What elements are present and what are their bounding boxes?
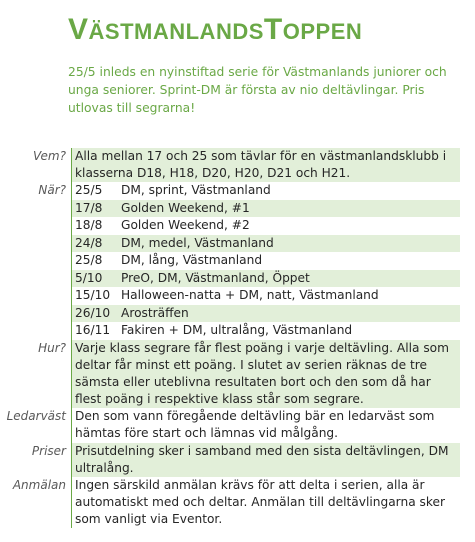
value-vem: Alla mellan 17 och 25 som tävlar för en västmanlandsklubb i klasserna D18, H18, D20, H20, D21 och H21.	[72, 148, 461, 182]
row-priser	[0, 443, 460, 478]
row-nar-5	[0, 270, 460, 288]
label-empty	[0, 305, 72, 323]
row-hur	[0, 340, 460, 409]
label-vem: Vem?	[33, 149, 66, 163]
event-name: Halloween-natta + DM, natt, Västmanland	[121, 288, 379, 302]
event-row	[72, 270, 461, 288]
event-name: Fakiren + DM, ultralång, Västmanland	[121, 323, 353, 337]
event-date: 24/8	[75, 236, 103, 250]
label-empty	[0, 322, 72, 340]
label-hur: Hur?	[0, 340, 72, 409]
event-date: 25/8	[75, 253, 103, 267]
event-date: 5/10	[75, 271, 103, 285]
label-anmalan: Anmälan	[12, 478, 66, 492]
title-letter-v: V	[68, 13, 89, 46]
page-title	[68, 13, 362, 47]
event-row	[72, 182, 461, 200]
label-ledarvast: Ledarväst	[6, 409, 66, 423]
label-priser: Priser	[0, 443, 72, 478]
label-empty	[0, 252, 72, 270]
event-row	[72, 200, 461, 218]
event-row	[72, 235, 461, 253]
event-row	[72, 217, 461, 235]
row-vem	[0, 148, 460, 182]
event-row	[72, 322, 461, 340]
event-date: 17/8	[75, 201, 103, 215]
event-row	[72, 287, 461, 305]
value-priser: Prisutdelning sker i samband med den sista deltävlingen, DM ultralång.	[72, 443, 461, 478]
event-name: PreO, DM, Västmanland, Öppet	[121, 271, 310, 285]
value-anmalan: Ingen särskild anmälan krävs för att delta i serien, alla är automatiskt med och deltar. Anmälan till deltävlingarna sker som vanligt via Eventor.	[72, 477, 461, 528]
title-part-1: ÄSTMANLANDS	[88, 19, 264, 44]
info-table	[0, 148, 460, 528]
value-ledarvast: Den som vann föregående deltävling bär en ledarväst som hämtas före start och lämnas vid målgång.	[72, 408, 461, 443]
event-name: Arosträffen	[121, 306, 189, 320]
label-empty	[0, 270, 72, 288]
row-ledarvast	[0, 408, 460, 443]
value-hur: Varje klass segrare får flest poäng i varje deltävling. Alla som deltar får minst ett poäng. I slutet av serien räknas de tre sämsta eller uteblivna resultaten bort och den som då har flest poäng i respektive klass står som segrare.	[72, 340, 461, 409]
label-nar: När?	[38, 183, 66, 197]
event-date: 18/8	[75, 218, 103, 232]
label-empty	[0, 217, 72, 235]
row-nar-8	[0, 322, 460, 340]
event-date: 25/5	[75, 183, 103, 197]
row-nar-6	[0, 287, 460, 305]
label-empty	[0, 200, 72, 218]
label-empty	[0, 235, 72, 253]
label-empty	[0, 287, 72, 305]
row-nar-2	[0, 217, 460, 235]
title-letter-t: T	[263, 13, 283, 46]
row-anmalan	[0, 477, 460, 528]
event-date: 26/10	[75, 306, 111, 320]
row-nar-7	[0, 305, 460, 323]
intro-text: 25/5 inleds en nyinstiftad serie för Västmanlands juniorer och unga seniorer. Sprint-DM är första av nio deltävlingar. Pris utlovas till segrarna!	[68, 65, 447, 115]
event-name: Golden Weekend, #1	[121, 201, 250, 215]
row-nar-3	[0, 235, 460, 253]
event-name: DM, medel, Västmanland	[121, 236, 274, 250]
event-name: DM, lång, Västmanland	[121, 253, 263, 267]
event-row	[72, 305, 461, 323]
event-date: 15/10	[75, 288, 111, 302]
event-name: Golden Weekend, #2	[121, 218, 250, 232]
event-row	[72, 252, 461, 270]
row-nar-4	[0, 252, 460, 270]
row-nar-0	[0, 182, 460, 200]
title-part-2: OPPEN	[282, 19, 363, 44]
row-nar-1	[0, 200, 460, 218]
event-date: 16/11	[75, 323, 111, 337]
event-name: DM, sprint, Västmanland	[121, 183, 271, 197]
